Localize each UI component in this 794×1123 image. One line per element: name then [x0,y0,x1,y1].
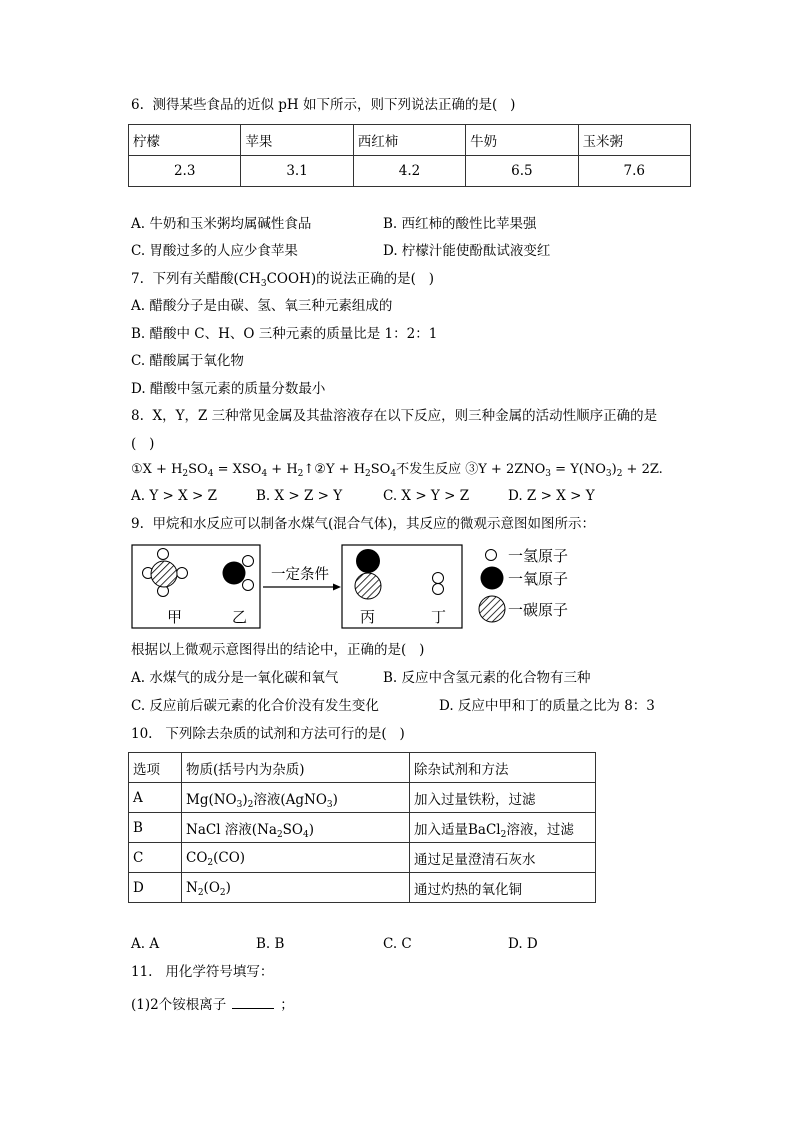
label-bing: 丙 [360,608,376,626]
table-cell: 加入适量BaCl$_2$溶液，过滤 [410,813,596,843]
q6-option-b: B. 西红柿的酸性比苹果强 [383,216,537,232]
table-row [129,783,596,813]
table-header-cell: 物质(括号内为杂质) [182,753,410,783]
oxygen-atom [223,562,246,585]
table-header-cell: 西红柿 [353,125,465,156]
q7-option-c: C. 醋酸属于氧化物 [131,353,244,369]
table-cell: 2.3 [129,156,241,187]
table-cell: $CO_2(CO)$ [182,843,410,873]
table-row [129,813,596,843]
label-yi: 乙 [232,608,248,626]
q6-ph-table [128,124,691,187]
label-ding: 丁 [431,608,447,626]
table-row [129,873,596,903]
q9-reaction-diagram [128,540,588,632]
table-header-cell: 苹果 [241,125,353,156]
q8-reactions: ①X + $H_2SO_4 = XSO_4$ + $H_2↑②Y + H_2SO_4$不发生反应 ③Y + $2ZNO_3 = Y(NO_3)_2 + 2Z$. [131,462,663,479]
q10-option-b: B. B [256,936,285,952]
q9-after: 根据以上微观示意图得出的结论中，正确的是( ) [131,642,425,658]
hydrogen-atom [243,556,254,567]
table-header-cell: 柠檬 [129,125,241,156]
answer-blank[interactable] [232,996,274,1009]
q10-option-d: D. D [508,936,538,952]
q6-stem: 6. 测得某些食品的近似 pH 如下所示，则下列说法正确的是( ) [131,97,516,113]
table-cell: 通过灼热的氧化铜 [410,873,596,903]
table-cell: 7.6 [578,156,690,187]
q8-stem: 8. X，Y，Z 三种常见金属及其盐溶液存在以下反应，则三种金属的活动性顺序正确的是 [131,408,658,424]
legend-hydrogen-label: 一氢原子 [508,547,569,565]
hydrogen-atom [158,549,169,560]
carbon-atom [355,573,381,599]
q9-stem: 9. 甲烷和水反应可以制备水煤气(混合气体)，其反应的微观示意图如图所示： [131,516,595,532]
table-cell: A [129,783,182,813]
arrow-head [333,584,341,591]
q8-option-a: A. Y > X > Z [131,488,218,504]
table-header-cell: 除杂试剂和方法 [410,753,596,783]
q11-item-1: (1)2个铵根离子 ； [131,997,294,1013]
q9-option-b: B. 反应中含氢元素的化合物有三种 [383,670,591,686]
hydrogen-atom [243,580,254,591]
table-cell: D [129,873,182,903]
hydrogen-atom [433,573,444,584]
q10-option-c: C. C [383,936,412,952]
legend-oxygen-icon [481,567,504,590]
q7-stem: 7. 下列有关醋酸$(CH_3COOH)$的说法正确的是( ) [131,271,434,289]
carbon-atom [151,561,177,587]
q6-option-c: C. 胃酸过多的人应少食苹果 [131,243,298,259]
table-cell: NaCl 溶液$(Na_2SO_4)$ [182,813,410,843]
q8-option-d: D. Z > X > Y [508,488,595,504]
legend-carbon-label: 一碳原子 [508,601,569,619]
q10-option-a: A. A [131,936,160,952]
hydrogen-atom [177,568,188,579]
table-cell: $N_2(O_2)$ [182,873,410,903]
table-cell: 4.2 [353,156,465,187]
table-cell: 通过足量澄清石灰水 [410,843,596,873]
q6-option-a: A. 牛奶和玉米粥均属碱性食品 [131,216,312,232]
legend-carbon-icon [479,596,505,622]
q8-stem-paren: ( ) [131,436,155,452]
table-header-cell: 选项 [129,753,182,783]
q9-option-c: C. 反应前后碳元素的化合价没有发生变化 [131,698,379,714]
q11-stem: 11. 用化学符号填写： [131,964,274,980]
q10-table [128,752,596,903]
table-cell: B [129,813,182,843]
label-jia: 甲 [167,608,183,626]
table-cell: 加入过量铁粉，过滤 [410,783,596,813]
oxygen-atom [356,549,380,573]
table-header-cell: 牛奶 [466,125,578,156]
q10-stem: 10. 下列除去杂质的试剂和方法可行的是( ) [131,726,405,742]
q7-option-d: D. 醋酸中氢元素的质量分数最小 [131,381,326,397]
hydrogen-atom [433,584,444,595]
q9-option-a: A. 水煤气的成分是一氧化碳和氧气 [131,670,339,686]
table-header-cell: 玉米粥 [578,125,690,156]
q7-option-a: A. 醋酸分子是由碳、氢、氧三种元素组成的 [131,298,393,314]
table-cell: $Mg(NO_3)_2$溶液(AgNO$_3$) [182,783,410,813]
q8-option-b: B. X > Z > Y [256,488,343,504]
q7-option-b: B. 醋酸中 C、H、O 三种元素的质量比是 1：2：1 [131,326,438,342]
table-cell: C [129,843,182,873]
q8-option-c: C. X > Y > Z [383,488,470,504]
q9-option-d: D. 反应中甲和丁的质量之比为 8：3 [439,698,655,714]
q6-option-d: D. 柠檬汁能使酚酞试液变红 [383,243,551,259]
table-cell: 6.5 [466,156,578,187]
legend-oxygen-label: 一氧原子 [508,570,569,588]
table-row [129,843,596,873]
table-cell: 3.1 [241,156,353,187]
reaction-condition: 一定条件 [271,567,329,583]
legend-hydrogen-icon [486,550,497,561]
